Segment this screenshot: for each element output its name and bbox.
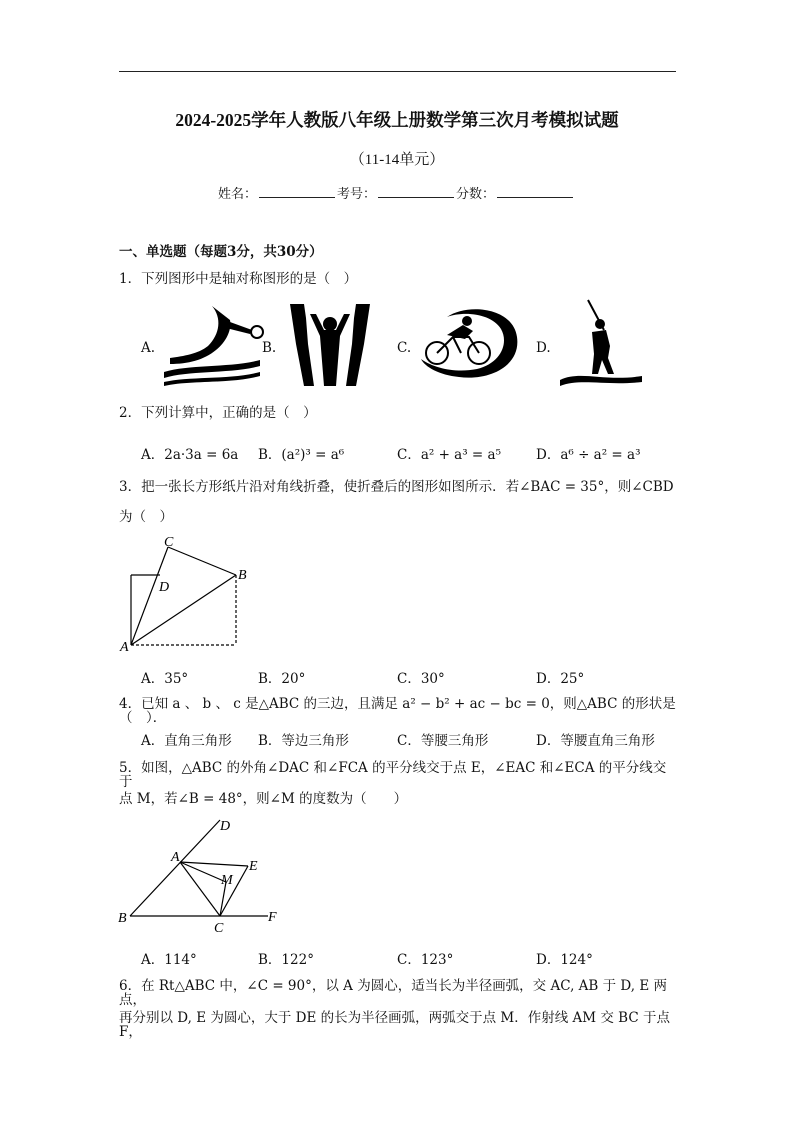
question-5-stem-line1: 5．如图，△ABC 的外角∠DAC 和∠FCA 的平分线交于点 E，∠EAC 和∠ECA 的平分线交于 <box>119 760 667 790</box>
question-4-stem: 4．已知 a 、 b 、 c 是△ABC 的三边，且满足 a² − b² + ac − bc = 0，则△ABC 的形状是（ ）． <box>119 696 676 726</box>
question-3-stem-line1: 3．把一张长方形纸片沿对角线折叠，使折叠后的图形如图所示．若∠BAC = 35°，则∠CBD <box>119 479 674 495</box>
q3-option-a: A．35° <box>141 671 189 687</box>
q2-option-b: B．(a²)³ = a⁶ <box>258 447 345 463</box>
question-6-line2: 再分别以 D, E 为圆心，大于 DE 的长为半径画弧，两弧交于点 M．作射线 AM 交 BC 于点 F， <box>119 1010 670 1040</box>
label-b: B <box>238 568 247 583</box>
label-e: E <box>249 859 258 874</box>
score-blank[interactable] <box>497 185 573 198</box>
label-b: B <box>118 911 127 926</box>
q1-option-c-label: C. <box>397 340 412 356</box>
question-3-stem-line2: 为（ ） <box>119 509 173 525</box>
header-rule <box>119 71 676 72</box>
cyclist-icon <box>417 303 521 383</box>
q5-option-b: B．122° <box>258 952 314 968</box>
label-c: C <box>164 535 174 550</box>
student-info-row <box>218 183 575 202</box>
q4-option-c: C．等腰三角形 <box>397 733 489 749</box>
weightlifter-icon <box>284 300 376 388</box>
question-6-line1: 6．在 Rt△ABC 中，∠C = 90°，以 A 为圆心，适当长为半径画弧，交 AC, AB 于 D, E 两点， <box>119 978 667 1008</box>
id-blank[interactable] <box>378 185 454 198</box>
volleyball-athlete-icon <box>160 300 270 390</box>
label-f: F <box>268 910 277 925</box>
q1-option-d-label: D. <box>536 340 551 356</box>
q2-option-c: C．a² + a³ = a⁵ <box>397 447 501 463</box>
label-d: D <box>220 819 231 834</box>
q2-option-d: D．a⁶ ÷ a² = a³ <box>536 447 641 463</box>
question-5-stem-line2: 点 M，若∠B = 48°，则∠M 的度数为（ ） <box>119 791 408 807</box>
exam-title: 2024-2025学年人教版八年级上册数学第三次月考模拟试题 <box>175 110 619 130</box>
label-m: M <box>221 873 233 888</box>
score-label: 分数： <box>456 187 496 202</box>
q3-option-c: C．30° <box>397 671 445 687</box>
q3-option-d: D．25° <box>536 671 585 687</box>
golfer-icon <box>556 296 646 388</box>
id-label: 考号： <box>337 187 377 202</box>
q5-option-d: D．124° <box>536 952 593 968</box>
q2-option-a: A．2a·3a = 6a <box>141 447 239 463</box>
q5-option-a: A．114° <box>141 952 197 968</box>
section-heading: 一、单选题（每题3分，共30分） <box>119 244 323 260</box>
question-2-stem: 2．下列计算中，正确的是（ ） <box>119 405 317 421</box>
q3-folded-rectangle-figure <box>118 535 250 653</box>
label-a: A <box>120 640 129 653</box>
q4-option-d: D．等腰直角三角形 <box>536 733 655 749</box>
q1-option-b-label: B. <box>262 340 277 356</box>
label-a: A <box>171 850 180 865</box>
label-d: D <box>159 580 170 595</box>
name-label: 姓名： <box>218 187 258 202</box>
q4-option-a: A．直角三角形 <box>141 733 232 749</box>
q5-triangle-figure <box>116 816 286 938</box>
question-1-stem: 1．下列图形中是轴对称图形的是（ ） <box>119 271 358 287</box>
name-blank[interactable] <box>259 185 335 198</box>
exam-subtitle: （11-14单元） <box>349 152 445 168</box>
q3-option-b: B．20° <box>258 671 306 687</box>
label-c: C <box>214 921 224 936</box>
q5-option-c: C．123° <box>397 952 454 968</box>
q1-option-a-label: A. <box>141 340 156 356</box>
q4-option-b: B．等边三角形 <box>258 733 349 749</box>
